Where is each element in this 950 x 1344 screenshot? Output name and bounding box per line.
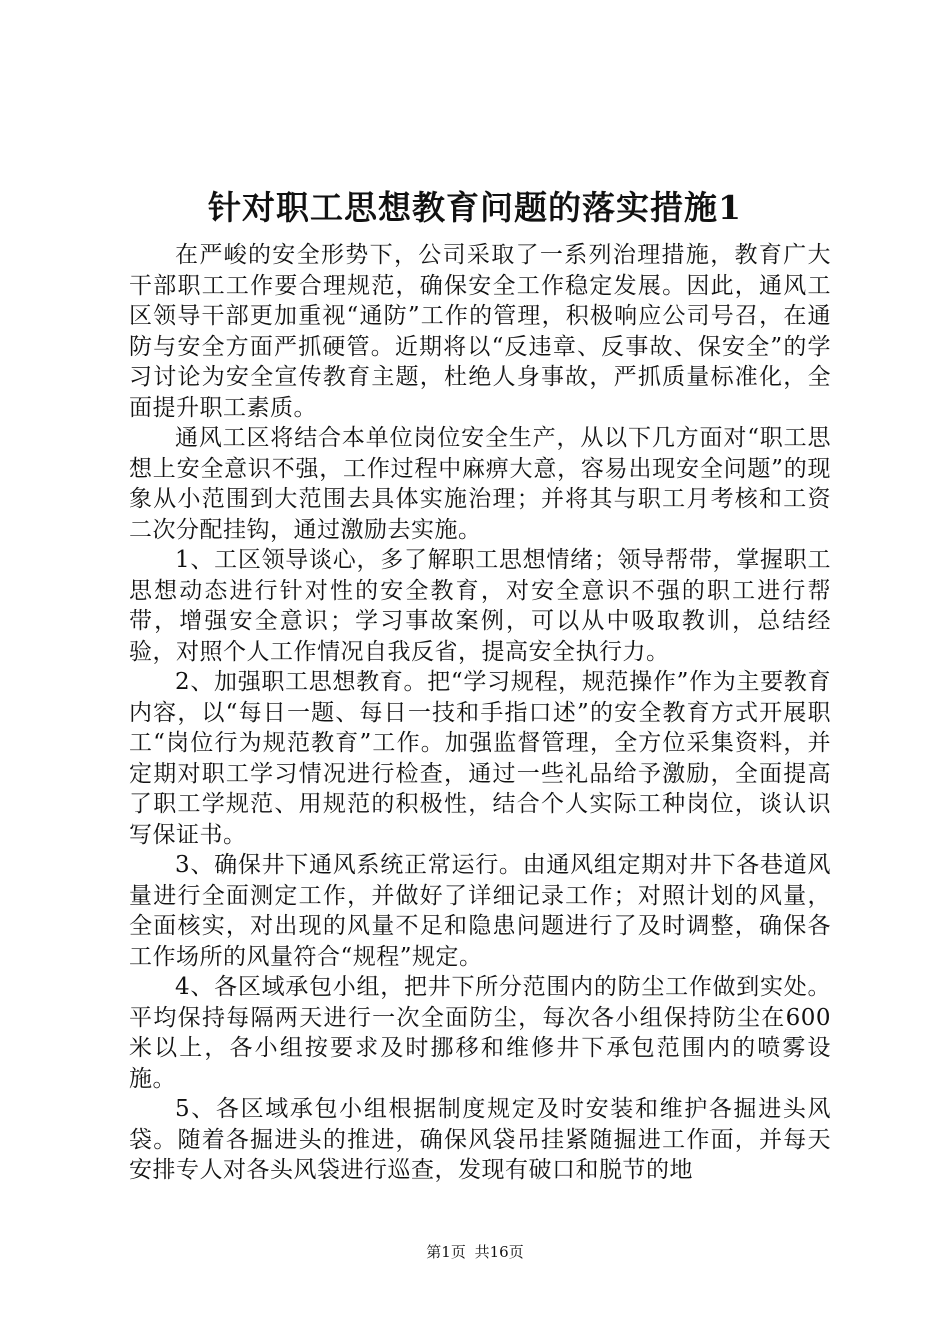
paragraph-intro: 在严峻的安全形势下，公司采取了一系列治理措施，教育广大干部职工工作要合理规范，确保安全工作稳定发展。因此，通风工区领导干部更加重视“通防”工作的管理，积极响应公司号召，在通防与安全方面严抓硬管。近期将以“反违章、反事故、保安全”的学习讨论为安全宣传教育主题，杜绝人身事故，严抓质量标准化，全面提升职工素质。 <box>129 242 831 421</box>
document-title: 针对职工思想教育问题的落实措施1 <box>208 188 742 227</box>
page-footer <box>0 1242 950 1262</box>
paragraph-item-1: 1、工区领导谈心，多了解职工思想情绪；领导帮带，掌握职工思想动态进行针对性的安全教育，对安全意识不强的职工进行帮带，增强安全意识；学习事故案例，可以从中吸取教训，总结经验，对照个人工作情况自我反省，提高安全执行力。 <box>129 547 831 665</box>
paragraph-item-5: 5、各区域承包小组根据制度规定及时安装和维护各掘进头风袋。随着各掘进头的推进，确保风袋吊挂紧随掘进工作面，并每天安排专人对各头风袋进行巡查，发现有破口和脱节的地 <box>129 1096 831 1183</box>
paragraph-item-3: 3、确保井下通风系统正常运行。由通风组定期对井下各巷道风量进行全面测定工作，并做好了详细记录工作；对照计划的风量，全面核实，对出现的风量不足和隐患问题进行了及时调整，确保各工作场所的风量符合“规程”规定。 <box>129 852 831 970</box>
paragraph-item-2: 2、加强职工思想教育。把“学习规程，规范操作”作为主要教育内容，以“每日一题、每日一技和手指口述”的安全教育方式开展职工“岗位行为规范教育”工作。加强监督管理，全方位采集资料，并定期对职工学习情况进行检查，通过一些礼品给予激励，全面提高了职工学规范、用规范的积极性，结合个人实际工种岗位，谈认识写保证书。 <box>129 669 831 848</box>
document-body <box>129 240 831 1186</box>
page-total: 共16页 <box>474 1243 524 1261</box>
paragraph-overview: 通风工区将结合本单位岗位安全生产，从以下几方面对“职工思想上安全意识不强，工作过程中麻痹大意，容易出现安全问题”的现象从小范围到大范围去具体实施治理；并将其与职工月考核和工资二次分配挂钩，通过激励去实施。 <box>129 425 831 543</box>
paragraph-item-4: 4、各区域承包小组，把井下所分范围内的防尘工作做到实处。平均保持每隔两天进行一次全面防尘，每次各小组保持防尘在600米以上，各小组按要求及时挪移和维修井下承包范围内的喷雾设施。 <box>129 974 831 1092</box>
page-number: 第1页 <box>426 1243 466 1261</box>
